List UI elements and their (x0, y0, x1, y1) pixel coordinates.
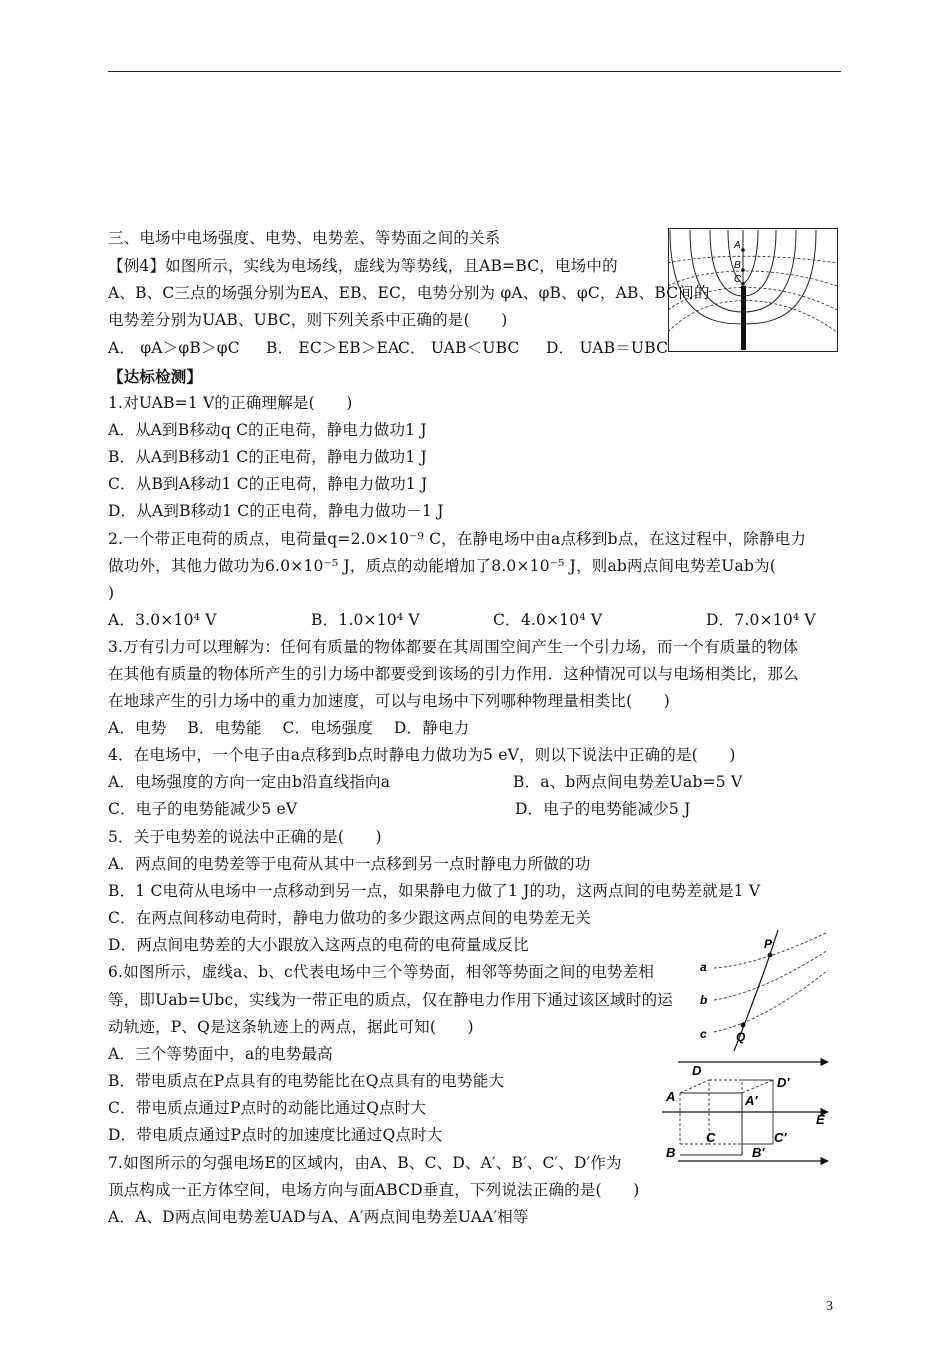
q4-stem: 4．在电场中，一个电子由a点移到b点时静电力做功为5 eV，则以下说法中正确的是( ) (108, 746, 736, 764)
option-a: A． φA＞φB＞φC (108, 339, 240, 357)
q5-option-a: A．两点间的电势差等于电荷从其中一点移到另一点时静电力所做的功 (108, 855, 591, 873)
q1-option-a: A．从A到B移动q C的正电荷，静电力做功1 J (108, 421, 427, 439)
q2-line1: 2.一个带正电荷的质点，电荷量q=2.0×10⁻⁹ C，在静电场中由a点移到b点，在这过程中，除静电力 (108, 530, 807, 548)
q2-option-c: C．4.0×10⁴ V (493, 611, 603, 629)
q7-line2: 顶点构成一正方体空间，电场方向与面ABCD垂直，下列说法正确的是( ) (108, 1181, 640, 1199)
example4-line2: A、B、C三点的场强分别为EA、EB、EC，电势分别为 φA、φB、φC，AB、BC间的 (108, 284, 710, 302)
q1-option-b: B．从A到B移动1 C的正电荷，静电力做功1 J (108, 448, 427, 466)
q4-options-row2 (108, 800, 843, 818)
q2-option-a: A．3.0×10⁴ V (108, 611, 217, 629)
fig3-label-c: C (706, 1130, 716, 1145)
option-b: B． EC＞EB＞EA (266, 339, 400, 357)
q4-option-d: D．电子的电势能减少5 J (515, 800, 691, 818)
q2-line3: ) (108, 584, 115, 602)
q1-option-d: D．从A到B移动1 C的正电荷，静电力做功－1 J (108, 502, 444, 520)
q6-line3: 动轨迹，P、Q是这条轨迹上的两点，据此可知( ) (108, 1018, 474, 1036)
q1-option-c: C．从B到A移动1 C的正电荷，静电力做功1 J (108, 475, 428, 493)
option-c: C． UAB＜UBC (398, 339, 520, 357)
example4-line1: 【例4】如图所示，实线为电场线，虚线为等势线，且AB=BC，电场中的 (108, 257, 618, 275)
detection-heading: 【达标检测】 (108, 367, 203, 386)
fig3-label-c-prime: C′ (774, 1130, 787, 1145)
q6-option-a: A．三个等势面中，a的电势最高 (108, 1045, 333, 1063)
q3-line3: 在地球产生的引力场中的重力加速度，可以与电场中下列哪种物理量相类比( ) (108, 692, 670, 710)
q4-option-a: A．电场强度的方向一定由b沿直线指向a (108, 773, 391, 791)
q7-option-a: A．A、D两点间电势差UAD与A、A′两点间电势差UAA′相等 (108, 1208, 529, 1226)
option-d: D． UAB＝UBC (546, 339, 669, 357)
fig3-label-d: D (692, 1063, 702, 1078)
q5-option-c: C．在两点间移动电荷时，静电力做功的多少跟这两点间的电势差无关 (108, 909, 592, 927)
fig1-label-a: A (734, 240, 741, 251)
header-rule (108, 71, 841, 72)
q4-options-row1 (108, 773, 843, 791)
q4-option-b: B．a、b两点间电势差Uab=5 V (513, 773, 743, 791)
fig3-label-b: B (666, 1145, 676, 1160)
q2-options (108, 611, 843, 629)
fig2-label-p: P (764, 937, 773, 951)
section-heading: 三、电场中电场强度、电势、电势差、等势面之间的关系 (108, 229, 501, 247)
q3-options: A．电势 B．电势能 C．电场强度 D．静电力 (108, 719, 470, 737)
q7-line1: 7.如图所示的匀强电场E的区域内，由A、B、C、D、A′、B′、C′、D′作为 (108, 1154, 622, 1172)
fig3-label-e: E (816, 1112, 825, 1127)
fig2-label-a: a (700, 960, 707, 974)
q6-line1: 6.如图所示，虚线a、b、c代表电场中三个等势面，相邻等势面之间的电势差相 (108, 963, 655, 981)
fig1-label-b: B (734, 260, 741, 271)
q6-option-c: C．带电质点通过P点时的动能比通过Q点时大 (108, 1099, 427, 1117)
q6-option-d: D．带电质点通过P点时的加速度比通过Q点时大 (108, 1126, 443, 1144)
fig3-label-a-prime: A′ (745, 1093, 758, 1108)
q1-stem: 1.对UAB=1 V的正确理解是( ) (108, 394, 353, 412)
uniform-field-cube-figure (656, 1057, 836, 1169)
q6-line2: 等，即Uab=Ubc，实线为一带正电的质点，仅在静电力作用下通过该区域时的运 (108, 991, 673, 1009)
example4-options (108, 339, 669, 357)
q2-option-b: B．1.0×10⁴ V (311, 611, 420, 629)
fig3-label-d-prime: D′ (777, 1075, 790, 1090)
q2-line2: 做功外，其他力做功为6.0×10⁻⁵ J，质点的动能增加了8.0×10⁻⁵ J，则ab两点间电势差Uab为( (108, 557, 777, 575)
q3-line2: 在其他有质量的物体所产生的引力场中都要受到该场的引力作用．这种情况可以与电场相类比，那么 (108, 665, 799, 683)
q4-option-c: C．电子的电势能减少5 eV (108, 800, 298, 818)
fig1-label-c: C (734, 274, 742, 285)
q2-option-d: D．7.0×10⁴ V (706, 611, 816, 629)
q5-option-d: D．两点间电势差的大小跟放入这两点的电荷的电荷量成反比 (108, 936, 529, 954)
page-number: 3 (826, 1299, 833, 1314)
q5-stem: 5．关于电势差的说法中正确的是( ) (108, 828, 382, 846)
q5-option-b: B．1 C电荷从电场中一点移动到另一点，如果静电力做了1 J的功，这两点间的电势差就是1 V (108, 882, 761, 900)
fig2-label-q: Q (736, 1030, 746, 1044)
q3-line1: 3.万有引力可以理解为：任何有质量的物体都要在其周围空间产生一个引力场，而一个有质量的物体 (108, 638, 799, 656)
fig2-label-b: b (700, 993, 708, 1007)
fig2-label-c: c (700, 1027, 707, 1041)
fig3-label-b-prime: B′ (752, 1145, 765, 1160)
fig3-label-a: A (666, 1089, 676, 1104)
field-lines-figure (668, 228, 838, 352)
example4-line3: 电势差分别为UAB、UBC，则下列关系中正确的是( ) (108, 311, 508, 329)
equipotential-figure (696, 928, 831, 1053)
q6-option-b: B．带电质点在P点具有的电势能比在Q点具有的电势能大 (108, 1072, 505, 1090)
